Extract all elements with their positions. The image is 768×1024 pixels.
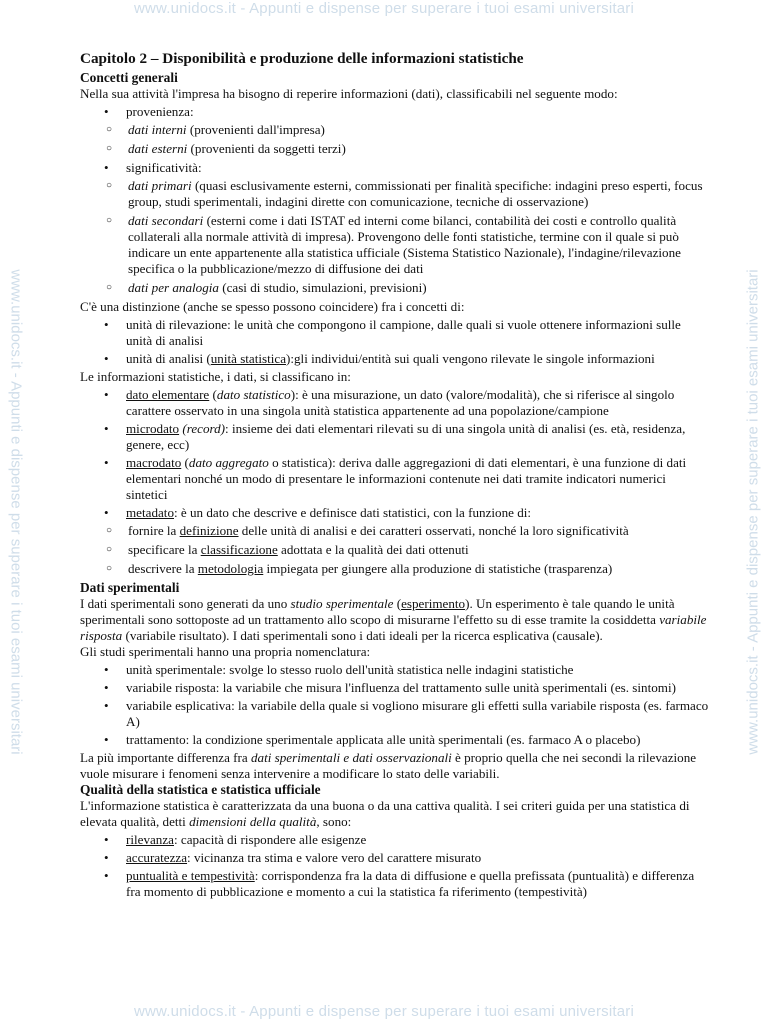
list-item: • rilevanza: capacità di rispondere alle esigenze — [80, 832, 710, 848]
list-item: • significatività: ○ dati primari (quasi esclusivamente esterni, commissionati per finalità specifiche: indagini preso esperti, focus group, studi sperimentali, indagini dirette con comunicazione, tecniche di osservazione) ○ dati secondari (esterni come i dati ISTAT ed interni come bilanci, contabilità dei costi e controllo qualità collaterali alla normale attività di impresa). Provengono delle fonti statistiche, termine con il quale si può indicare un ente appartenente alla statistica ufficiale (Sistema Statistico Nazionale), l'indagine/rilevazione specifica o la pubblicazione/mezzo di diffusione dei dati ○ dati per analogia (casi di studio, simulazioni, previsioni) — [80, 160, 710, 296]
list-item: • metadato: è un dato che descrive e definisce dati statistici, con la funzione di: ○ fornire la definizione delle unità di analisi e dei caratteri osservati, nonché la loro significatività ○ specificare la classificazione adottata e la qualità dei dati ottenuti ○ descrivere la metodologia impiegata per giungere alla produzione di statistiche (trasparenza) — [80, 505, 710, 577]
list-item: • unità sperimentale: svolge lo stesso ruolo dell'unità statistica nelle indagini statistiche — [80, 662, 710, 678]
list-item: • puntualità e tempestività: corrispondenza fra la data di diffusione e quella prefissata (puntualità) e differenza fra momento di pubblicazione e momento a cui la statistica fa riferimento (tempestività) — [80, 868, 710, 900]
list-item: • microdato (record): insieme dei dati elementari rilevati su di una singola unità di analisi (es. età, residenza, genere, ecc) — [80, 421, 710, 453]
document-body — [80, 50, 710, 902]
watermark-right: www.unidocs.it - Appunti e dispense per superare i tuoi esami universitari — [744, 269, 762, 755]
paragraph: L'informazione statistica è caratterizzata da una buona o da una cattiva qualità. I sei criteri guida per una statistica di elevata qualità, detti dimensioni della qualità, sono: — [80, 798, 690, 829]
bullet-list — [80, 832, 710, 900]
sub-list — [104, 178, 710, 296]
bullet-list — [80, 662, 710, 748]
list-item: • unità di rilevazione: le unità che compongono il campione, dalle quali si vuole ottenere informazioni sulle unità di analisi — [80, 317, 710, 349]
sub-list-item: ○ fornire la definizione delle unità di analisi e dei caratteri osservati, nonché la loro significatività — [104, 523, 710, 539]
sub-list — [104, 523, 710, 577]
sub-list-item: ○ dati per analogia (casi di studio, simulazioni, previsioni) — [104, 280, 710, 296]
sub-list-item: ○ specificare la classificazione adottata e la qualità dei dati ottenuti — [104, 542, 710, 558]
chapter-title: Capitolo 2 – Disponibilità e produzione delle informazioni statistiche — [80, 50, 524, 67]
paragraph: Nella sua attività l'impresa ha bisogno di reperire informazioni (dati), classificabili nel seguente modo: — [80, 86, 618, 101]
sub-list-item: ○ descrivere la metodologia impiegata per giungere alla produzione di statistiche (trasparenza) — [104, 561, 710, 577]
sub-list-item: ○ dati primari (quasi esclusivamente esterni, commissionati per finalità specifiche: indagini preso esperti, focus group, studi sperimentali, indagini dirette con comunicazione, tecniche di osservazione) — [104, 178, 710, 210]
list-item: • dato elementare (dato statistico): è una misurazione, un dato (valore/modalità), che si riferisce al singolo carattere osservato in una singola unità statistica appartenente ad una popolazione/campione — [80, 387, 710, 419]
sub-list-item: ○ dati esterni (provenienti da soggetti terzi) — [104, 141, 710, 157]
list-item: • macrodato (dato aggregato o statistica): deriva dalle aggregazioni di dati elementari, è una funzione di dati elementari nonché un modo di presentare le informazioni contenute nei dati tramite indicatori numerici sintetici — [80, 455, 710, 503]
list-item: • accuratezza: vicinanza tra stima e valore vero del carattere misurato — [80, 850, 710, 866]
watermark-top: www.unidocs.it - Appunti e dispense per superare i tuoi esami universitari — [133, 0, 635, 17]
paragraph: C'è una distinzione (anche se spesso possono coincidere) fra i concetti di: — [80, 299, 465, 314]
section-heading-concetti: Concetti generali — [80, 70, 178, 85]
section-heading-qualita: Qualità della statistica e statistica ufficiale — [80, 782, 321, 797]
list-item: • provenienza: ○ dati interni (provenienti dall'impresa) ○ dati esterni (provenienti da soggetti terzi) — [80, 104, 710, 157]
sub-list — [104, 122, 710, 157]
sub-list-item: ○ dati interni (provenienti dall'impresa) — [104, 122, 710, 138]
paragraph: I dati sperimentali sono generati da uno studio sperimentale (esperimento). Un esperimento è tale quando le unità sperimentali sono sottoposte ad un trattamento allo scopo di misurarne l'effetto su di esse tramite la cosiddetta variabile risposta (variabile risultato). I dati sperimentali sono i dati ideali per la ricerca esplicativa (causale). — [80, 596, 707, 643]
list-item: • trattamento: la condizione sperimentale applicata alle unità sperimentali (es. farmaco A o placebo) — [80, 732, 710, 748]
bullet-list — [80, 104, 710, 296]
list-item: • variabile esplicativa: la variabile della quale si vogliono misurare gli effetti sulla variabile risposta (es. farmaco A) — [80, 698, 710, 730]
watermark-bottom: www.unidocs.it - Appunti e dispense per superare i tuoi esami universitari — [133, 1003, 635, 1020]
paragraph: Le informazioni statistiche, i dati, si classificano in: — [80, 369, 351, 384]
watermark-left: www.unidocs.it - Appunti e dispense per superare i tuoi esami universitari — [7, 269, 25, 755]
section-heading-sperimentali: Dati sperimentali — [80, 580, 180, 595]
bullet-list — [80, 387, 710, 577]
paragraph: La più importante differenza fra dati sperimentali e dati osservazionali è proprio quella che nei secondi la rilevazione vuole misurare i fenomeni senza intervenire a modificare lo stato delle variabili. — [80, 750, 697, 781]
paragraph: Gli studi sperimentali hanno una propria nomenclatura: — [80, 644, 371, 659]
list-item: • unità di analisi (unità statistica):gli individui/entità sui quali vengono rilevate le singole informazioni — [80, 351, 710, 367]
bullet-list — [80, 317, 710, 367]
list-item: • variabile risposta: la variabile che misura l'influenza del trattamento sulle unità sperimentali (es. sintomi) — [80, 680, 710, 696]
sub-list-item: ○ dati secondari (esterni come i dati ISTAT ed interni come bilanci, contabilità dei costi e controllo qualità collaterali alla normale attività di impresa). Provengono delle fonti statistiche, termine con il quale si può indicare un ente appartenente alla statistica ufficiale (Sistema Statistico Nazionale), l'indagine/rilevazione specifica o la pubblicazione/mezzo di diffusione dei dati — [104, 213, 710, 277]
